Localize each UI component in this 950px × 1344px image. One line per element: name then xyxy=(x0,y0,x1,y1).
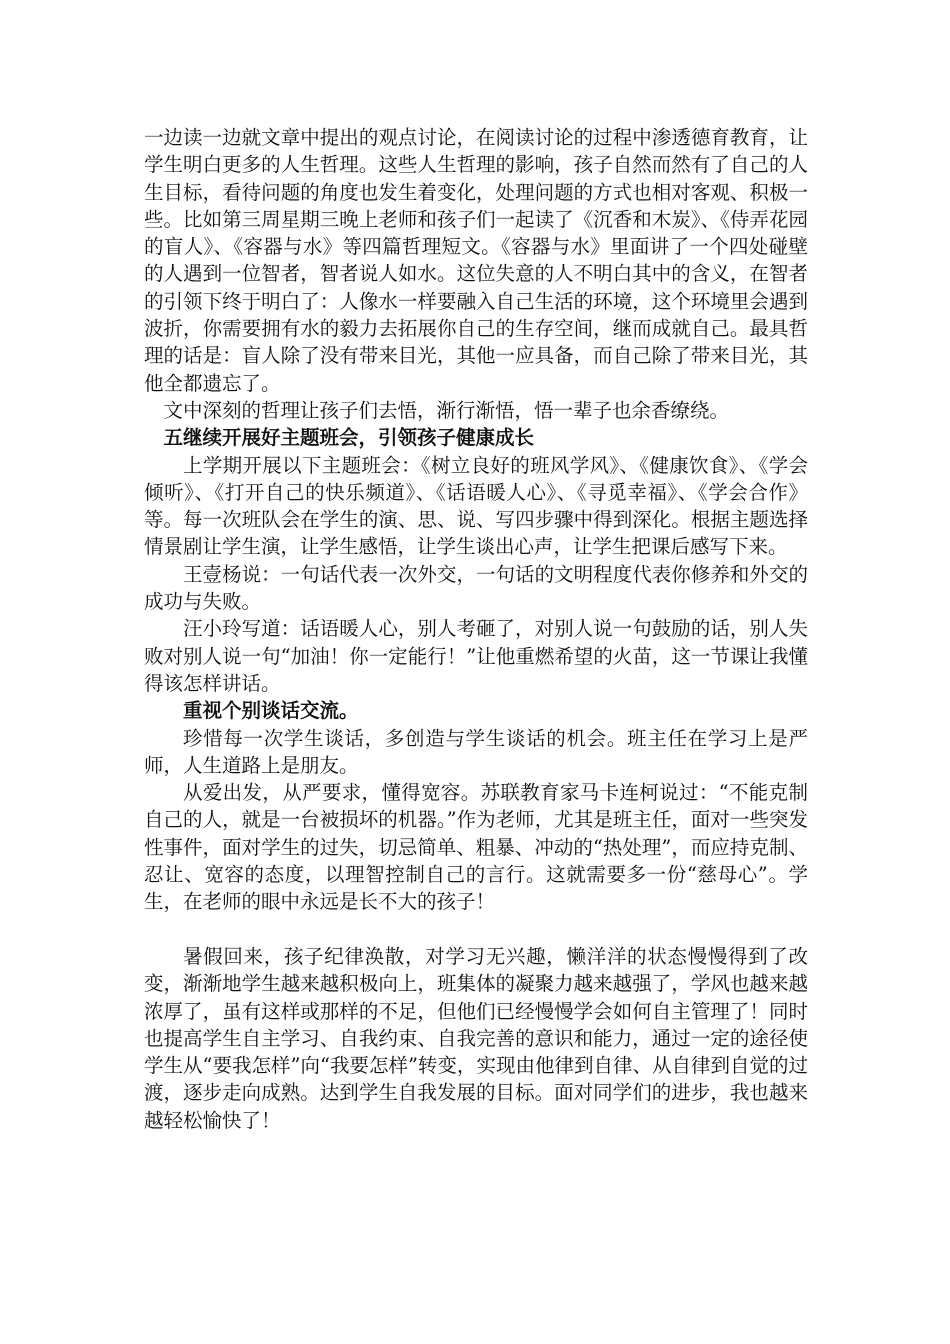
section-heading: 重视个别谈话交流。 xyxy=(183,699,359,723)
body-paragraph: 一边读一边就文章中提出的观点讨论，在阅读讨论的过程中渗透德育教育，让学生明白更多的人生哲理。这些人生哲理的影响，孩子自然而然有了自己的人生目标，看待问题的角度也发生着变化，处理问题的方式也相对客观、积极一些。比如第三周星期三晚上老师和孩子们一起读了《沉香和木炭》、《侍弄花园的盲人》、《容器与水》等四篇哲理短文。《容器与水》里面讲了一个四处碰壁的人遇到一位智者，智者说人如水。这位失意的人不明白其中的含义，在智者的引领下终于明白了：人像水一样要融入自己生活的环境，这个环境里会遇到波折，你需要拥有水的毅力去拓展你自己的生存空间，继而成就自己。最具哲理的话是：盲人除了没有带来目光，其他一应具备，而自己除了带来目光，其他全都遗忘了。 xyxy=(144,126,808,395)
body-paragraph: 上学期开展以下主题班会：《树立良好的班风学风》、《健康饮食》、《学会倾听》、《打开自己的快乐频道》、《话语暖人心》、《寻觅幸福》、《学会合作》等。每一次班队会在学生的演、思、说、写四步骤中得到深化。根据主题选择情景剧让学生演，让学生感悟，让学生谈出心声，让学生把课后感写下来。 xyxy=(144,453,808,559)
body-paragraph: 王壹杨说：一句话代表一次外交，一句话的文明程度代表你修养和外交的成功与失败。 xyxy=(144,562,808,614)
document-body xyxy=(144,124,808,1134)
body-paragraph: 文中深刻的哲理让孩子们去悟，渐行渐悟，悟一辈子也余香缭绕。 xyxy=(163,398,730,422)
body-paragraph: 暑假回来，孩子纪律涣散，对学习无兴趣，懒洋洋的状态慢慢得到了改变，渐渐地学生越来越积极向上，班集体的凝聚力越来越强了，学风也越来越浓厚了，虽有这样或那样的不足，但他们已经慢慢学会如何自主管理了！同时也提高学生自主学习、自我约束、自我完善的意识和能力，通过一定的途径使学生从“要我怎样”向“我要怎样”转变，实现由他律到自律、从自律到自觉的过渡，逐步走向成熟。达到学生自我发展的目标。面对同学们的进步，我也越来越轻松愉快了！ xyxy=(144,944,808,1132)
section-heading: 五继续开展好主题班会，引领孩子健康成长 xyxy=(163,426,535,450)
body-paragraph: 从爱出发，从严要求，懂得宽容。苏联教育家马卡连柯说过：“不能克制自己的人，就是一台被损坏的机器。”作为老师，尤其是班主任，面对一些突发性事件，面对学生的过失，切忌简单、粗暴、冲动的“热处理”，而应持克制、忍让、宽容的态度，以理智控制自己的言行。这就需要多一份“慈母心”。学生，在老师的眼中永远是长不大的孩子！ xyxy=(144,781,808,914)
body-paragraph: 珍惜每一次学生谈话，多创造与学生谈话的机会。班主任在学习上是严师，人生道路上是朋友。 xyxy=(144,726,808,777)
body-paragraph: 汪小玲写道：话语暖人心，别人考砸了，对别人说一句鼓励的话，别人失败对别人说一句“加油！你一定能行！”让他重燃希望的火苗，这一节课让我懂得该怎样讲话。 xyxy=(144,617,808,695)
blank-line xyxy=(144,916,808,943)
